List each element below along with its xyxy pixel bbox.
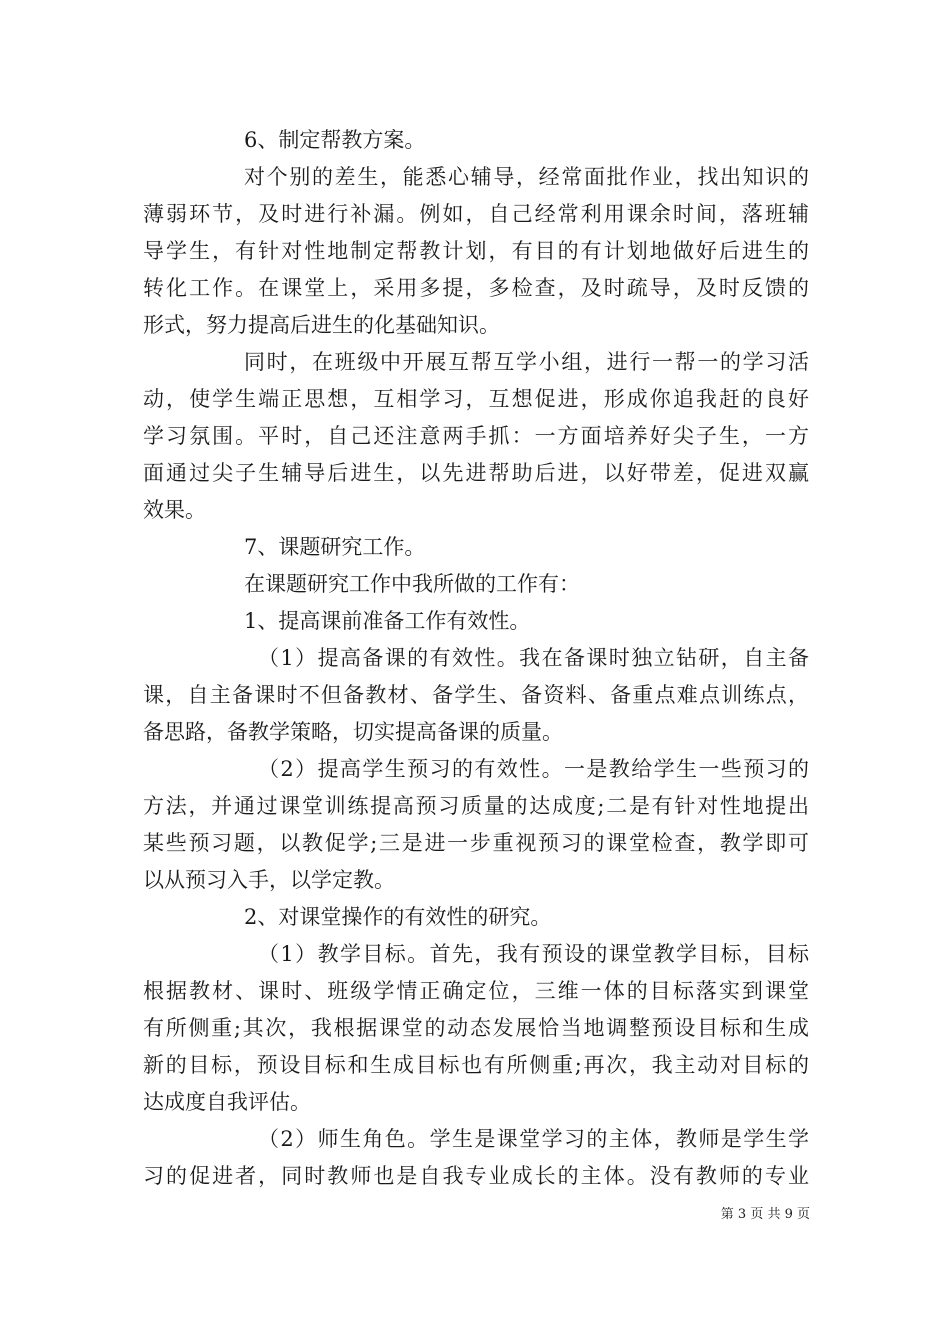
subheading-2: 2、对课堂操作的有效性的研究。	[244, 905, 552, 929]
paragraph-line: 方法，并通过课堂训练提高预习质量的达成度;二是有针对性地提出	[143, 794, 809, 818]
paragraph-line: 根据教材、课时、班级学情正确定位，三维一体的目标落实到课堂	[143, 979, 809, 1003]
paragraph-line: 形式，努力提高后进生的化基础知识。	[143, 313, 500, 337]
paragraph-line: 在课题研究工作中我所做的工作有：	[244, 572, 580, 596]
page-number-footer: 第 3 页 共 9 页	[720, 1207, 810, 1222]
subheading-1: 1、提高课前准备工作有效性。	[244, 609, 531, 633]
heading-6: 6、制定帮教方案。	[244, 128, 426, 152]
paragraph-line: 课，自主备课时不但备教材、备学生、备资料、备重点难点训练点，	[143, 683, 809, 707]
heading-7: 7、课题研究工作。	[244, 535, 426, 559]
paragraph-line: 学习氛围。平时，自己还注意两手抓：一方面培养好尖子生，一方	[143, 424, 809, 448]
paragraph-line: 达成度自我评估。	[143, 1090, 311, 1114]
paragraph-line: 新的目标，预设目标和生成目标也有所侧重;再次，我主动对目标的	[143, 1053, 809, 1077]
paragraph-line: 同时，在班级中开展互帮互学小组，进行一帮一的学习活	[244, 350, 809, 374]
paragraph-line: 面通过尖子生辅导后进生，以先进帮助后进，以好带差，促进双赢	[143, 461, 809, 485]
document-body	[143, 122, 809, 1195]
paragraph-line: 效果。	[143, 498, 206, 522]
paragraph-line: 某些预习题，以教促学;三是进一步重视预习的课堂检查，教学即可	[143, 831, 809, 855]
paragraph-line: （2）提高学生预习的有效性。一是教给学生一些预习的	[258, 757, 809, 781]
paragraph-line: 薄弱环节，及时进行补漏。例如，自己经常利用课余时间，落班辅	[143, 202, 809, 226]
paragraph-line: （1）教学目标。首先，我有预设的课堂教学目标，目标	[258, 942, 809, 966]
paragraph-line: （1）提高备课的有效性。我在备课时独立钻研，自主备	[258, 646, 809, 670]
paragraph-line: 以从预习入手，以学定教。	[143, 868, 395, 892]
paragraph-line: 有所侧重;其次，我根据课堂的动态发展恰当地调整预设目标和生成	[143, 1016, 809, 1040]
paragraph-line: 动，使学生端正思想，互相学习，互想促进，形成你追我赶的良好	[143, 387, 809, 411]
paragraph-line: 习的促进者，同时教师也是自我专业成长的主体。没有教师的专业	[143, 1164, 809, 1188]
paragraph-line: 备思路，备教学策略，切实提高备课的质量。	[143, 720, 563, 744]
paragraph-line: （2）师生角色。学生是课堂学习的主体，教师是学生学	[258, 1127, 809, 1151]
paragraph-line: 导学生，有针对性地制定帮教计划，有目的有计划地做好后进生的	[143, 239, 809, 263]
paragraph-line: 对个别的差生，能悉心辅导，经常面批作业，找出知识的	[244, 165, 809, 189]
paragraph-line: 转化工作。在课堂上，采用多提，多检查，及时疏导，及时反馈的	[143, 276, 809, 300]
